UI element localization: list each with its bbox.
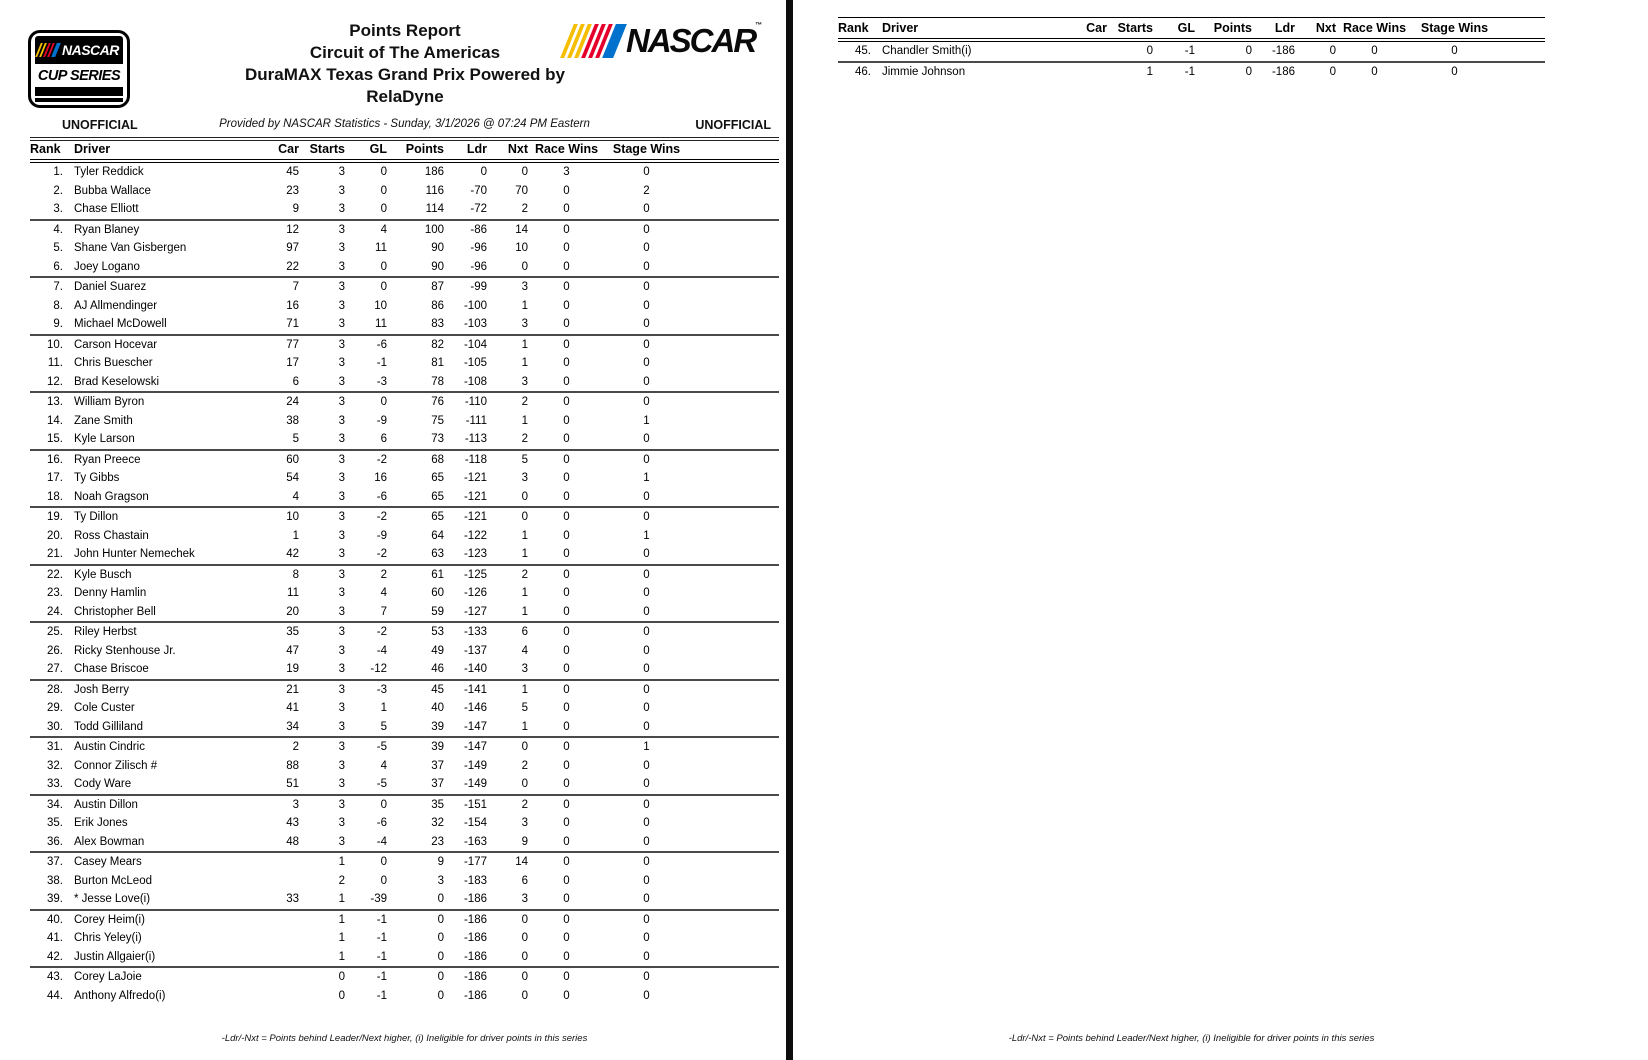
table-row: 10. Carson Hocevar 77 3 -6 82 -104 1 0 0 [47,338,650,351]
table-row: 31. Austin Cindric 2 3 -5 39 -147 0 0 1 [47,741,650,754]
table-row: 18. Noah Gragson 4 3 -6 65 -121 0 0 0 [30,488,779,508]
table-row: 30. Todd Gilliland 34 3 5 39 -147 1 0 0 [30,718,779,738]
col-header-car: Car [278,142,299,156]
table-row: 38. Burton McLeod 2 0 3 -183 6 0 0 [47,874,650,887]
table-row: 39. * Jesse Love(i) 33 1 -39 0 -186 3 0 0 [30,890,779,910]
table-row: 43. Corey LaJoie 0 -1 0 -186 0 0 0 [47,971,650,984]
table-row: 34. Austin Dillon 3 3 0 35 -151 2 0 0 [47,798,650,811]
table-row: 29. Cole Custer 41 3 1 40 -146 5 0 0 [47,702,650,715]
col-header-driver: Driver [74,142,111,156]
table-row: 40. Corey Heim(i) 1 -1 0 -186 0 0 0 [47,913,650,926]
table-row: 35. Erik Jones 43 3 -6 32 -154 3 0 0 [47,817,650,830]
footnote-right: -Ldr/-Nxt = Points behind Leader/Next higher, (i) Ineligible for driver points in this series [1008,1033,1375,1044]
unofficial-label-right: UNOFFICIAL [695,118,771,132]
points-table-left [30,139,779,1005]
table-row: 32. Connor Zilisch # 88 3 4 37 -149 2 0 0 [47,759,650,772]
col-header-car: Car [1086,21,1107,35]
table-row: 19. Ty Dillon 10 3 -2 65 -121 0 0 0 [47,511,650,524]
cup-logo-nascar-text: NASCAR [62,42,119,58]
col-header-stage-wins: Stage Wins [1420,21,1489,35]
table-row: 9. Michael McDowell 71 3 11 83 -103 3 0 0 [30,315,779,335]
title-line-1: Points Report [349,21,461,40]
col-header-rank: Rank [30,142,61,156]
provided-by-line: Provided by NASCAR Statistics - Sunday, 3/1/2026 @ 07:24 PM Eastern [219,118,590,130]
col-header-nxt: Nxt [1315,21,1336,35]
col-header-ldr: Ldr [1274,21,1295,35]
table-row: 3. Chase Elliott 9 3 0 114 -72 2 0 0 [30,200,779,220]
table-row: 16. Ryan Preece 60 3 -2 68 -118 5 0 0 [47,453,650,466]
table-row: 2. Bubba Wallace 23 3 0 116 -70 70 0 2 [53,184,650,197]
col-header-gl: GL [369,142,387,156]
column-header-row [30,139,779,161]
table-row: 33. Cody Ware 51 3 -5 37 -149 0 0 0 [30,775,779,795]
col-header-gl: GL [1177,21,1195,35]
table-row: 14. Zane Smith 38 3 -9 75 -111 1 0 1 [47,414,650,427]
table-row: 6. Joey Logano 22 3 0 90 -96 0 0 0 [30,258,779,278]
table-row: 20. Ross Chastain 1 3 -9 64 -122 1 0 1 [47,529,650,542]
col-header-starts: Starts [309,142,345,156]
nascar-logo-text: NASCAR™ [626,22,763,59]
meta-row [30,118,779,134]
table-row: 36. Alex Bowman 48 3 -4 23 -163 9 0 0 [30,833,779,853]
table-row: 44. Anthony Alfredo(i) 0 -1 0 -186 0 0 0 [47,989,650,1002]
table-row: 13. William Byron 24 3 0 76 -110 2 0 0 [47,396,650,409]
table-row: 17. Ty Gibbs 54 3 16 65 -121 3 0 1 [47,472,650,485]
table-row: 37. Casey Mears 1 0 9 -177 14 0 0 [47,856,650,869]
col-header-race-wins: Race Wins [534,142,599,156]
table-row: 25. Riley Herbst 35 3 -2 53 -133 6 0 0 [47,626,650,639]
table-row: 41. Chris Yeley(i) 1 -1 0 -186 0 0 0 [47,932,650,945]
cup-logo-bottom-bars [35,87,123,102]
table-row: 5. Shane Van Gisbergen 97 3 11 90 -96 10 0 0 [53,242,650,255]
col-header-points: Points [405,142,444,156]
table-row: 22. Kyle Busch 8 3 2 61 -125 2 0 0 [47,568,650,581]
col-header-stage-wins: Stage Wins [612,142,681,156]
col-header-points: Points [1213,21,1252,35]
table-row: 8. AJ Allmendinger 16 3 10 86 -100 1 0 0 [53,299,650,312]
table-row: 15. Kyle Larson 5 3 6 73 -113 2 0 0 [30,430,779,450]
unofficial-label-left: UNOFFICIAL [62,118,138,132]
title-line-4: RelaDyne [366,87,444,106]
table-row: 12. Brad Keselowski 6 3 -3 78 -108 3 0 0 [30,373,779,393]
col-header-nxt: Nxt [507,142,528,156]
points-table-right [838,17,1545,81]
cup-logo-series-text: CUP SERIES [37,67,121,84]
nascar-logo [567,20,762,62]
column-header-row [838,18,1545,41]
col-header-ldr: Ldr [466,142,487,156]
cup-logo-series-band [35,66,123,86]
table-row: 24. Christopher Bell 20 3 7 59 -127 1 0 0 [30,603,779,623]
table-row: 21. John Hunter Nemechek 42 3 -2 63 -123 1 0 0 [30,545,779,565]
col-header-starts: Starts [1117,21,1153,35]
footnote-left: -Ldr/-Nxt = Points behind Leader/Next higher, (i) Ineligible for driver points in this series [221,1033,588,1044]
col-header-driver: Driver [882,21,919,35]
table-row: 23. Denny Hamlin 11 3 4 60 -126 1 0 0 [47,587,650,600]
table-row: 26. Ricky Stenhouse Jr. 47 3 -4 49 -137 4 0 0 [47,644,650,657]
table-row: 42. Justin Allgaier(i) 1 -1 0 -186 0 0 0 [30,948,779,968]
table-row: 27. Chase Briscoe 19 3 -12 46 -140 3 0 0 [30,660,779,680]
table-row: 45. Chandler Smith(i) 0 -1 0 -186 0 0 0 [838,40,1545,62]
table-row: 11. Chris Buescher 17 3 -1 81 -105 1 0 0 [47,357,650,370]
table-row: 46. Jimmie Johnson 1 -1 0 -186 0 0 0 [855,65,1458,78]
cup-logo-top-band [35,36,123,64]
col-header-race-wins: Race Wins [1342,21,1407,35]
title-line-3: DuraMAX Texas Grand Prix Powered by [245,65,565,84]
nascar-logo-stripes [567,24,620,58]
page-divider [786,0,793,1060]
table-row: 7. Daniel Suarez 7 3 0 87 -99 3 0 0 [53,281,650,294]
title-line-2: Circuit of The Americas [309,43,501,62]
nascar-cup-series-logo [28,30,130,108]
table-row: 28. Josh Berry 21 3 -3 45 -141 1 0 0 [47,683,650,696]
col-header-rank: Rank [838,21,869,35]
table-row: 4. Ryan Blaney 12 3 4 100 -86 14 0 0 [53,223,650,236]
table-row: 1. Tyler Reddick 45 3 0 186 0 0 3 0 [53,166,650,179]
